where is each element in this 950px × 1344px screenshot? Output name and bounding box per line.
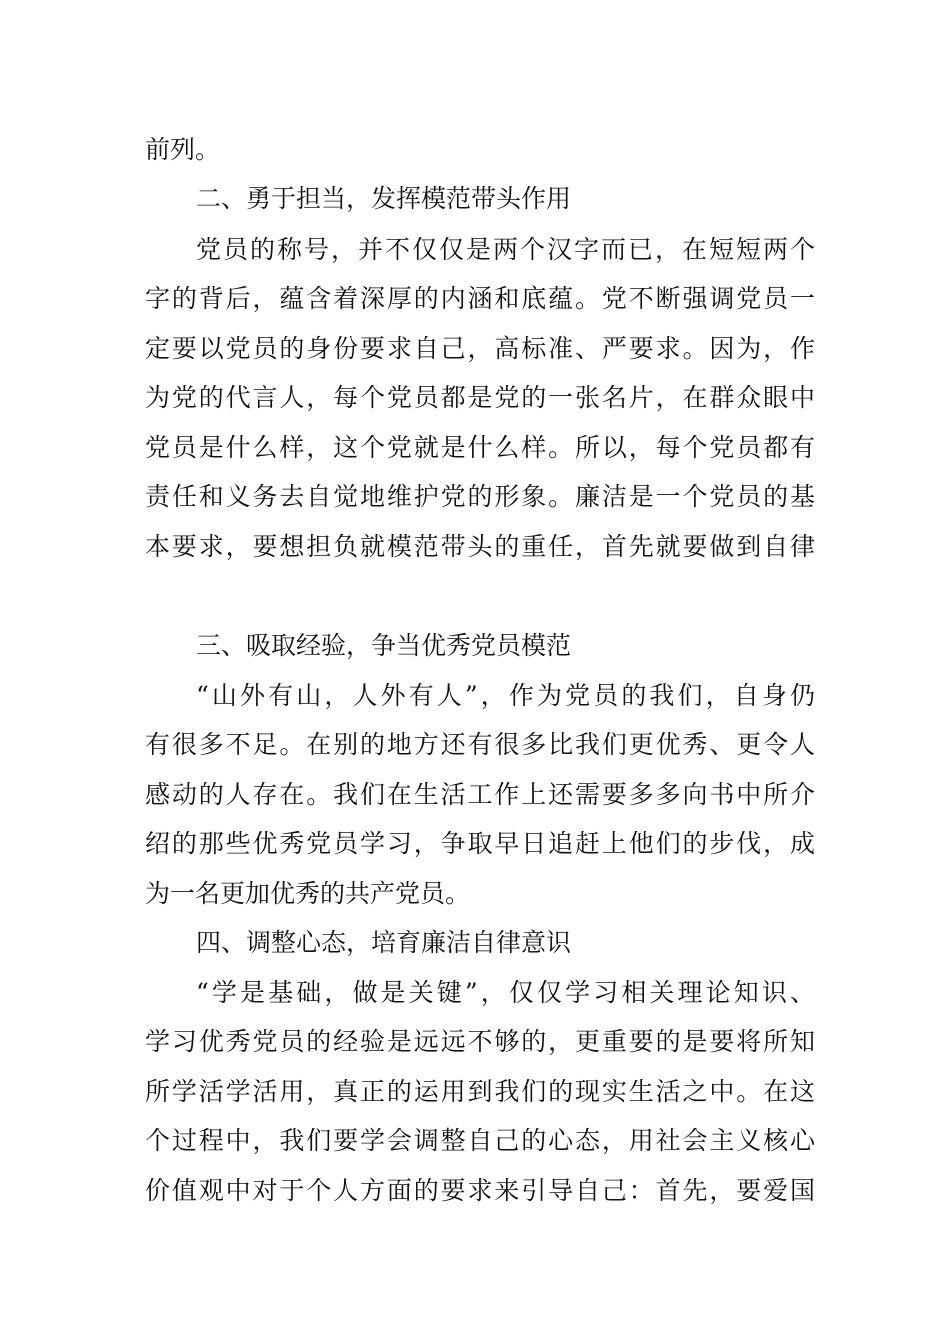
paragraph-line: 前列。 — [145, 135, 221, 164]
paragraph-line: 学习优秀党员的经验是远远不够的，更重要的是要将所知 — [145, 1027, 815, 1056]
section-heading: 二、勇于担当，发挥模范带头作用 — [196, 184, 572, 213]
paragraph-line: 为一名更加优秀的共产党员。 — [145, 879, 471, 908]
paragraph-line: 个过程中，我们要学会调整自己的心态，用社会主义核心 — [145, 1126, 815, 1155]
paragraph-line: 绍的那些优秀党员学习，争取早日追赶上他们的步伐，成 — [145, 829, 815, 858]
paragraph-line: 感动的人存在。我们在生活工作上还需要多多向书中所介 — [145, 780, 815, 809]
paragraph-line: 所学活学活用，真正的运用到我们的现实生活之中。在这 — [145, 1077, 815, 1106]
paragraph-line: 有很多不足。在别的地方还有很多比我们更优秀、更令人 — [145, 730, 815, 759]
paragraph-line: 为党的代言人，每个党员都是党的一张名片，在群众眼中 — [145, 383, 815, 412]
section-heading: 四、调整心态，培育廉洁自律意识 — [196, 928, 572, 957]
paragraph-line: 党员的称号，并不仅仅是两个汉字而已，在短短两个 — [196, 235, 815, 264]
paragraph-line: “学是基础，做是关键”，仅仅学习相关理论知识、 — [196, 978, 815, 1007]
paragraph-line: 定要以党员的身份要求自己，高标准、严要求。因为，作 — [145, 334, 815, 363]
section-heading: 三、吸取经验，争当优秀党员模范 — [196, 631, 572, 660]
paragraph-line: 责任和义务去自觉地维护党的形象。廉洁是一个党员的基 — [145, 482, 815, 511]
paragraph-line: “山外有山，人外有人”，作为党员的我们，自身仍 — [196, 681, 815, 710]
paragraph-line: 字的背后，蕴含着深厚的内涵和底蕴。党不断强调党员一 — [145, 284, 815, 313]
paragraph-line: 本要求，要想担负就模范带头的重任，首先就要做到自律 — [145, 532, 815, 561]
paragraph-line: 价值观中对于个人方面的要求来引导自己：首先，要爱国 — [145, 1176, 815, 1205]
paragraph-line: 党员是什么样，这个党就是什么样。所以，每个党员都有 — [145, 433, 815, 462]
